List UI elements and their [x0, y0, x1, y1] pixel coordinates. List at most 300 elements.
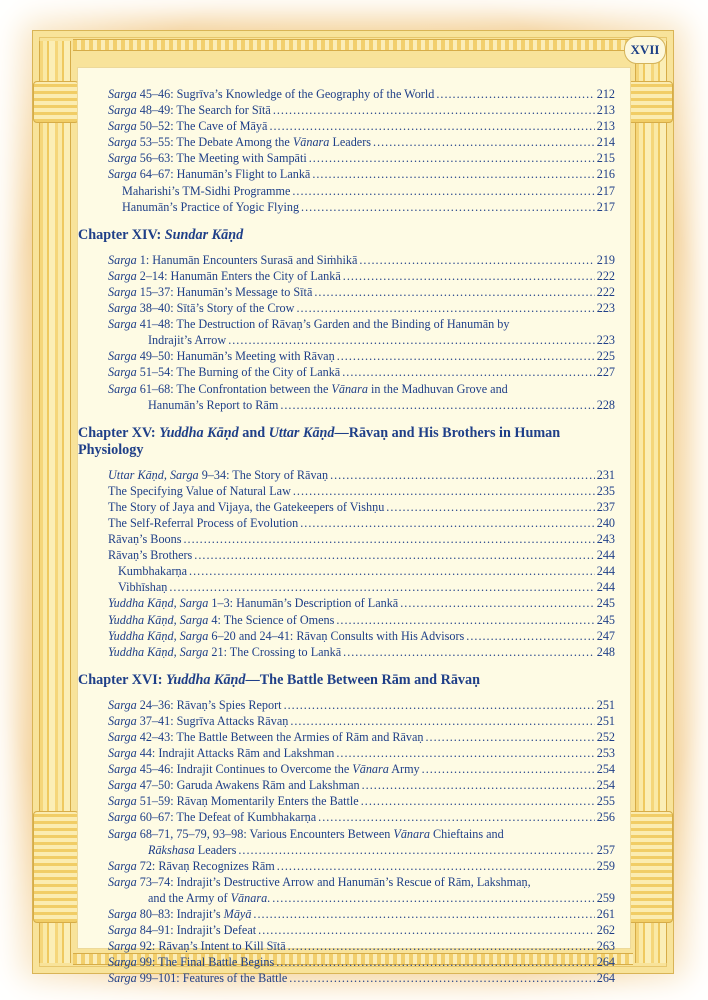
entry-text: 24–36: Rāvaṇ’s Spies Report: [136, 697, 282, 712]
entry-page-number: 251: [596, 713, 615, 728]
entry-title: [108, 467, 328, 483]
entry-section-label: Sarga: [108, 349, 137, 364]
page-number-badge: XVII: [624, 36, 666, 64]
entry-page-number: 244: [596, 564, 615, 579]
entry-title: [108, 364, 340, 380]
entry-section-label: Yuddha Kāṇd, Sarga: [108, 628, 209, 643]
entry-section-label: Sarga: [108, 284, 137, 299]
entry-section-label: Sarga: [108, 135, 137, 150]
dot-leader: [343, 268, 595, 284]
entry-title: [108, 102, 271, 118]
toc-entry[interactable]: [78, 381, 615, 397]
entry-emphasis: Vānara: [230, 890, 268, 905]
entry-title: [108, 954, 274, 970]
entry-section-label: Sarga: [108, 971, 137, 986]
dot-leader: [292, 183, 594, 199]
entry-section-label: Sarga: [108, 301, 137, 316]
chapter-label: Chapter XIV:: [78, 226, 165, 243]
dot-leader: [296, 300, 594, 316]
toc-entry[interactable]: [78, 86, 615, 102]
toc-entry[interactable]: [78, 922, 615, 938]
toc-entry[interactable]: [78, 858, 615, 874]
toc-entry[interactable]: [78, 761, 615, 777]
entry-text: The Specifying Value of Natural Law: [108, 483, 291, 498]
entry-page-number: 262: [596, 923, 615, 938]
entry-title: [148, 890, 270, 906]
entry-title: [108, 761, 420, 777]
chapter-title: Sundar Kāṇd: [164, 226, 244, 243]
dot-leader: [280, 397, 594, 413]
entry-title: [118, 579, 167, 595]
entry-text: 2–14: Hanumān Enters the City of Lankā: [136, 268, 341, 283]
table-of-contents: [78, 86, 615, 987]
entry-text: 42–43: The Battle Between the Armies of Rām and Rāvaṇ: [136, 730, 424, 744]
dot-leader: [386, 499, 594, 515]
entry-page-number: 240: [596, 515, 615, 530]
entry-page-number: 217: [596, 183, 615, 198]
entry-section-label: Sarga: [108, 874, 137, 889]
entry-title: [108, 793, 359, 809]
entry-text: 72: Rāvaṇ Recognizes Rām: [136, 858, 275, 873]
entry-title: [108, 134, 371, 150]
chapter-subtitle: —Rāvaṇ and His Brothers in Human: [334, 424, 561, 441]
entry-text: 50–52: The Cave of Māyā: [136, 119, 268, 134]
entry-title: [108, 644, 341, 660]
toc-entry[interactable]: [78, 166, 615, 182]
entry-page-number: 248: [596, 644, 615, 659]
entry-section-label: Sarga: [108, 119, 137, 134]
entry-page-number: 245: [596, 612, 615, 627]
toc-entry[interactable]: [78, 150, 615, 166]
entry-text: 99: The Final Battle Begins: [136, 955, 275, 970]
entry-page-number: 254: [596, 778, 615, 793]
entry-section-label: Sarga: [108, 268, 137, 283]
toc-entry[interactable]: [78, 199, 615, 215]
entry-page-number: 256: [596, 810, 615, 825]
entry-text: 45–46: Indrajit Continues to Overcome the: [136, 762, 353, 777]
entry-page-number: 245: [596, 596, 615, 611]
chapter-heading: [78, 425, 615, 459]
entry-title: [108, 166, 310, 182]
chapter-title-joiner: and: [238, 424, 269, 441]
entry-title: [108, 531, 181, 547]
toc-entry[interactable]: [78, 826, 615, 842]
entry-section-label: Sarga: [108, 730, 137, 744]
entry-page-number: 216: [596, 167, 615, 182]
entry-emphasis: Vānara: [292, 135, 330, 150]
entry-text: 51–54: The Burning of the City of Lankā: [136, 365, 341, 380]
entry-text: 51–59: Rāvaṇ Momentarily Enters the Battle: [136, 794, 359, 809]
entry-title: [108, 268, 341, 284]
entry-text: 92: Rāvaṇ’s Intent to Kill Sītā: [136, 939, 286, 954]
dot-leader: [425, 729, 594, 745]
entry-page-number: 213: [596, 119, 615, 134]
entry-page-number: 261: [596, 907, 615, 922]
chapter-heading: [78, 227, 615, 244]
toc-entry[interactable]: [78, 284, 615, 300]
toc-entry[interactable]: [78, 300, 615, 316]
toc-entry[interactable]: [78, 348, 615, 364]
toc-entry[interactable]: [78, 467, 615, 483]
entry-page-number: 237: [596, 499, 615, 514]
entry-text: 99–101: Features of the Battle: [136, 971, 288, 986]
toc-entry[interactable]: [78, 316, 615, 332]
entry-text: 1: Hanumān Encounters Surasā and Siṁhikā: [136, 252, 358, 267]
entry-page-number: 214: [596, 135, 615, 150]
entry-page-number: 251: [596, 697, 615, 712]
entry-text: Indrajit’s Arrow: [148, 333, 227, 348]
entry-title: [108, 745, 334, 761]
entry-section-label: Sarga: [108, 713, 137, 728]
entry-page-number: 219: [596, 252, 615, 267]
entry-section-label: Sarga: [108, 810, 137, 825]
dot-leader: [238, 842, 594, 858]
entry-text: 37–41: Sugrīva Attacks Rāvaṇ: [136, 713, 289, 728]
entry-text: Hanumān’s Report to Rām: [148, 397, 279, 412]
dot-leader: [314, 284, 594, 300]
dot-leader: [359, 252, 594, 268]
entry-section-label: Sarga: [108, 794, 137, 809]
right-column-capital: [627, 81, 673, 123]
entry-page-number: 231: [596, 467, 615, 482]
entry-page-number: 254: [596, 762, 615, 777]
toc-entry[interactable]: [78, 628, 615, 644]
chapter-subtitle: —The Battle Between Rām and Rāvaṇ: [245, 671, 481, 688]
entry-text: 44: Indrajit Attacks Rām and Lakshman: [136, 746, 335, 761]
toc-entry[interactable]: [78, 483, 615, 499]
entry-page-number: 257: [596, 842, 615, 857]
entry-section-label: Sarga: [108, 381, 137, 396]
dot-leader: [284, 697, 595, 713]
chapter-title: Yuddha Kāṇd: [159, 424, 239, 441]
dot-leader: [269, 118, 594, 134]
entry-text: and the Army of: [148, 890, 231, 905]
entry-text: The Story of Jaya and Vijaya, the Gatekeepers of Vishṇu: [108, 499, 385, 514]
entry-text: 84–91: Indrajit’s Defeat: [136, 923, 257, 938]
left-column-capital: [33, 81, 79, 123]
entry-title: [108, 809, 316, 825]
entry-emphasis: Vānara: [393, 826, 430, 841]
toc-entry[interactable]: [78, 183, 615, 199]
entry-page-number: 227: [596, 365, 615, 380]
toc-entry[interactable]: [78, 644, 615, 660]
dot-leader: [290, 713, 594, 729]
entry-text: 49–50: Hanumān’s Meeting with Rāvaṇ: [136, 349, 335, 364]
toc-entry[interactable]: [78, 531, 615, 547]
entry-page-number: 223: [596, 333, 615, 348]
entry-text: 64–67: Hanumān’s Flight to Lankā: [136, 167, 311, 182]
entry-text: 73–74: Indrajit’s Destructive Arrow and Hanumān’s Rescue of Rām, Lakshmaṇ,: [136, 874, 531, 889]
entry-text: in the Madhuvan Grove and: [367, 381, 508, 396]
entry-title: [108, 628, 464, 644]
entry-title: [108, 300, 294, 316]
dot-leader: [362, 777, 595, 793]
entry-title: [108, 348, 335, 364]
entry-text: Leaders: [329, 135, 372, 150]
dot-leader: [436, 86, 594, 102]
entry-text: 61–68: The Confrontation between the: [136, 381, 332, 396]
entry-text: Maharishi’s TM-Sidhi Programme: [122, 183, 291, 198]
entry-page-number: 215: [596, 151, 615, 166]
entry-page-number: 253: [596, 746, 615, 761]
entry-text: Rāvaṇ’s Boons: [108, 532, 182, 547]
dot-leader: [466, 628, 594, 644]
dot-leader: [169, 579, 594, 595]
entry-text: 56–63: The Meeting with Sampāti: [136, 151, 307, 166]
entry-title: [108, 938, 286, 954]
entry-section-label: Sarga: [108, 697, 137, 712]
right-column-base: [627, 811, 673, 923]
dot-leader: [289, 970, 594, 986]
entry-title: [108, 697, 282, 713]
entry-page-number: 235: [596, 483, 615, 498]
toc-entry[interactable]: [78, 809, 615, 825]
entry-text: 38–40: Sītā’s Story of the Crow: [136, 301, 295, 316]
entry-text: 47–50: Garuda Awakens Rām and Lakshman: [136, 778, 360, 793]
toc-entry[interactable]: [78, 268, 615, 284]
entry-title: [108, 826, 504, 842]
dot-leader: [301, 199, 595, 215]
entry-section-label: Yuddha Kāṇd, Sarga: [108, 644, 209, 659]
entry-section-label: Sarga: [108, 939, 137, 954]
entry-text: 9–34: The Story of Rāvaṇ: [198, 467, 329, 482]
dot-leader: [293, 483, 595, 499]
entry-section-label: Sarga: [108, 151, 137, 166]
entry-title: [108, 858, 275, 874]
entry-text: Vibhīshaṇ: [118, 580, 168, 595]
entry-title: [108, 612, 334, 628]
entry-page-number: 243: [596, 532, 615, 547]
entry-section-label: Sarga: [108, 826, 137, 841]
entry-title: [108, 906, 251, 922]
dot-leader: [400, 595, 594, 611]
chapter-label: Chapter XVI:: [78, 671, 167, 688]
chapter-title: Yuddha Kāṇd: [166, 671, 246, 688]
dot-leader: [336, 745, 594, 761]
entry-title: [108, 252, 357, 268]
entry-page-number: 225: [596, 349, 615, 364]
entry-title: [108, 284, 312, 300]
dot-leader: [183, 531, 594, 547]
entry-title: [108, 922, 256, 938]
dot-leader: [253, 906, 594, 922]
dot-leader: [273, 102, 595, 118]
entry-text: The Self-Referral Process of Evolution: [108, 515, 299, 530]
entry-text: Army: [388, 762, 420, 777]
dot-leader: [336, 612, 594, 628]
dot-leader: [189, 563, 595, 579]
toc-entry[interactable]: [78, 364, 615, 380]
entry-page-number: 228: [596, 397, 615, 412]
toc-entry[interactable]: [78, 745, 615, 761]
entry-title: [108, 483, 291, 499]
entry-title: [148, 397, 278, 413]
dot-leader: [373, 134, 595, 150]
toc-entry[interactable]: [78, 515, 615, 531]
entry-section-label: Uttar Kāṇd, Sarga: [108, 467, 199, 482]
chapter-label: Chapter XV:: [78, 424, 160, 441]
entry-text: 53–55: The Debate Among the: [136, 135, 293, 150]
entry-title: [108, 547, 192, 563]
entry-title: [148, 332, 226, 348]
entry-page-number: 264: [596, 955, 615, 970]
entry-section-label: Sarga: [108, 252, 137, 267]
entry-text: Hanumān’s Practice of Yogic Flying: [122, 199, 300, 214]
toc-entry[interactable]: [78, 938, 615, 954]
entry-page-number: 263: [596, 939, 615, 954]
dot-leader: [228, 332, 595, 348]
entry-page-number: 223: [596, 301, 615, 316]
entry-section-label: Sarga: [108, 746, 137, 761]
entry-page-number: 217: [596, 199, 615, 214]
entry-title: [122, 183, 290, 199]
entry-text: 80–83: Indrajit’s: [136, 907, 224, 922]
toc-entry[interactable]: [78, 118, 615, 134]
entry-text: 41–48: The Destruction of Rāvaṇ’s Garden and the Binding of Hanumān by: [136, 317, 510, 332]
toc-entry[interactable]: [78, 970, 615, 986]
chapter-heading: [78, 672, 615, 689]
dot-leader: [312, 166, 594, 182]
entry-text: 15–37: Hanumān’s Message to Sītā: [136, 284, 313, 299]
toc-entry[interactable]: [78, 579, 615, 595]
entry-text: 1–3: Hanumān’s Description of Lankā: [208, 596, 399, 611]
entry-section-label: Sarga: [108, 87, 137, 101]
entry-title: [108, 118, 267, 134]
entry-title: [108, 499, 384, 515]
entry-text: 21: The Crossing to Lankā: [208, 644, 342, 659]
entry-title: [108, 595, 398, 611]
dot-leader: [276, 954, 594, 970]
entry-emphasis: Māyā: [223, 907, 252, 922]
toc-entry[interactable]: [78, 563, 615, 579]
toc-entry[interactable]: [78, 134, 615, 150]
entry-title: [108, 150, 307, 166]
entry-page-number: 259: [596, 858, 615, 873]
entry-title: [108, 381, 508, 397]
entry-title: [108, 86, 434, 102]
entry-text: 68–71, 75–79, 93–98: Various Encounters Between: [136, 826, 394, 841]
dot-leader: [288, 938, 595, 954]
entry-title: [108, 729, 423, 745]
entry-title: [108, 970, 287, 986]
entry-text: Chieftains and: [429, 826, 504, 841]
entry-page-number: 247: [596, 628, 615, 643]
toc-entry[interactable]: [78, 102, 615, 118]
dot-leader: [309, 150, 595, 166]
entry-section-label: Yuddha Kāṇd, Sarga: [108, 596, 209, 611]
dot-leader: [194, 547, 594, 563]
entry-page-number: 213: [596, 103, 615, 118]
entry-section-label: Sarga: [108, 762, 137, 777]
toc-entry-continuation[interactable]: [78, 890, 615, 906]
entry-section-label: Sarga: [108, 317, 137, 332]
entry-text: Leaders: [194, 842, 237, 857]
entry-text: .: [267, 890, 271, 905]
entry-text: 45–46: Sugrīva’s Knowledge of the Geography of the World: [136, 87, 435, 101]
entry-text: Kumbhakarṇa: [118, 564, 188, 579]
entry-section-label: Sarga: [108, 167, 137, 182]
entry-text: Rāvaṇ’s Brothers: [108, 548, 193, 563]
entry-section-label: Sarga: [108, 778, 137, 793]
entry-title: [122, 199, 299, 215]
toc-entry[interactable]: [78, 954, 615, 970]
chapter-subtitle: Physiology: [78, 441, 144, 458]
dot-leader: [277, 858, 595, 874]
entry-section-label: Sarga: [108, 103, 137, 118]
entry-page-number: 252: [596, 730, 615, 744]
dot-leader: [337, 348, 595, 364]
entry-text: 60–67: The Defeat of Kumbhakarṇa: [136, 810, 317, 825]
entry-title: [108, 316, 509, 332]
entry-title: [148, 842, 236, 858]
toc-entry-continuation[interactable]: [78, 842, 615, 858]
toc-entry[interactable]: [78, 612, 615, 628]
toc-entry[interactable]: [78, 906, 615, 922]
toc-entry[interactable]: [78, 793, 615, 809]
entry-emphasis: Rākshasa: [148, 842, 195, 857]
entry-title: [108, 515, 298, 531]
toc-entry[interactable]: [78, 874, 615, 890]
entry-title: [108, 713, 288, 729]
entry-section-label: Yuddha Kāṇd, Sarga: [108, 612, 209, 627]
dot-leader: [330, 467, 595, 483]
entry-page-number: 222: [596, 284, 615, 299]
dot-leader: [300, 515, 595, 531]
entry-text: 48–49: The Search for Sītā: [136, 103, 271, 118]
entry-page-number: 222: [596, 268, 615, 283]
entry-title: [118, 563, 187, 579]
entry-emphasis: Vānara: [331, 381, 368, 396]
left-column-base: [33, 811, 79, 923]
toc-entry[interactable]: [78, 729, 615, 745]
entry-title: [108, 777, 360, 793]
entry-text: 6–20 and 24–41: Rāvaṇ Consults with His Advisors: [208, 628, 465, 643]
entry-page-number: 212: [596, 87, 615, 101]
entry-section-label: Sarga: [108, 365, 137, 380]
entry-page-number: 259: [596, 890, 615, 905]
entry-section-label: Sarga: [108, 858, 137, 873]
toc-entry[interactable]: [78, 697, 615, 713]
dot-leader: [342, 364, 595, 380]
dot-leader: [318, 809, 595, 825]
entry-page-number: 244: [596, 548, 615, 563]
dot-leader: [258, 922, 595, 938]
dot-leader: [361, 793, 595, 809]
entry-section-label: Sarga: [108, 907, 137, 922]
toc-entry-continuation[interactable]: [78, 397, 615, 413]
entry-text: 4: The Science of Omens: [208, 612, 335, 627]
toc-entry[interactable]: [78, 547, 615, 563]
toc-entry[interactable]: [78, 777, 615, 793]
toc-entry[interactable]: [78, 499, 615, 515]
frame-top-beam: [73, 39, 633, 51]
chapter-title: Uttar Kāṇd: [268, 424, 335, 441]
toc-entry[interactable]: [78, 252, 615, 268]
entry-section-label: Sarga: [108, 955, 137, 970]
entry-title: [108, 874, 531, 890]
toc-entry-continuation[interactable]: [78, 332, 615, 348]
dot-leader: [422, 761, 595, 777]
entry-page-number: 244: [596, 580, 615, 595]
toc-entry[interactable]: [78, 713, 615, 729]
dot-leader: [343, 644, 595, 660]
dot-leader: [272, 890, 595, 906]
entry-section-label: Sarga: [108, 923, 137, 938]
entry-page-number: 264: [596, 971, 615, 986]
toc-entry[interactable]: [78, 595, 615, 611]
entry-emphasis: Vānara: [352, 762, 389, 777]
entry-page-number: 255: [596, 794, 615, 809]
